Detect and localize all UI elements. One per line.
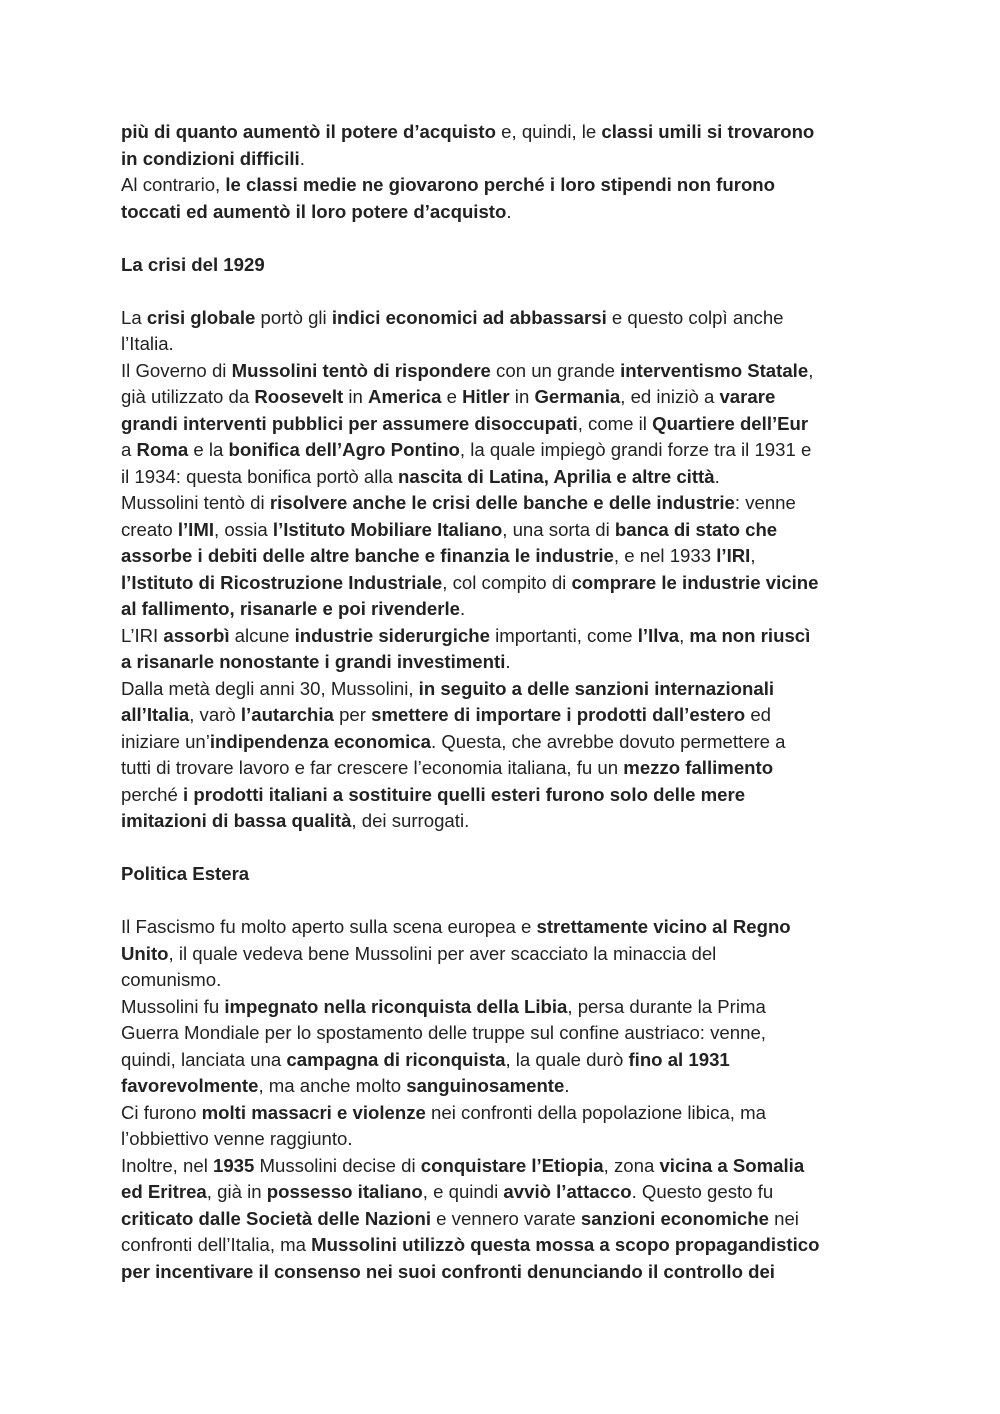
bold-text: Mussolini tentò di rispondere <box>231 359 491 381</box>
text-line <box>121 596 883 623</box>
bold-text: l’IMI <box>177 518 214 540</box>
text-line <box>121 384 883 411</box>
plain-text: in <box>509 386 535 407</box>
bold-text: Mussolini utilizzò questa mossa a scopo propagandistico <box>311 1234 820 1255</box>
bold-text: mezzo fallimento <box>623 757 774 778</box>
text-line <box>121 411 883 438</box>
blank-line <box>121 835 883 862</box>
bold-text: Roma <box>136 439 189 460</box>
bold-text: favorevolmente <box>121 1075 259 1096</box>
plain-text: confronti dell’Italia, ma <box>121 1234 312 1255</box>
plain-text: , la quale durò <box>505 1048 629 1070</box>
bold-text: l’Istituto Mobiliare Italiano <box>272 518 503 540</box>
bold-text: vicina a Somalia <box>659 1154 805 1176</box>
text-line <box>121 676 883 703</box>
plain-text: in <box>343 386 369 407</box>
text-line <box>121 1153 883 1180</box>
plain-text: , <box>808 359 814 381</box>
plain-text: con un grande <box>490 359 621 381</box>
plain-text: , col compito di <box>442 571 572 593</box>
bold-text: ma non riuscì <box>689 624 811 646</box>
bold-text: in condizioni difficili <box>121 147 300 169</box>
plain-text: , <box>679 624 690 646</box>
plain-text: per <box>333 704 372 725</box>
text-line <box>121 1100 883 1127</box>
bold-text: l’autarchia <box>240 704 334 725</box>
text-line <box>121 729 883 756</box>
plain-text: l’Italia. <box>121 333 174 354</box>
plain-text: tutti di trovare lavoro e far crescere l’economia italiana, fu un <box>121 757 624 778</box>
plain-text: Dalla metà degli anni 30, Mussolini, <box>121 677 419 699</box>
text-line <box>121 1179 883 1206</box>
text-line <box>121 358 883 385</box>
document-body <box>121 119 883 1285</box>
plain-text: nei <box>768 1207 799 1229</box>
bold-text: toccati ed aumentò il loro potere d’acquisto <box>121 200 507 222</box>
plain-text: . <box>459 598 466 619</box>
plain-text: e <box>441 386 463 407</box>
plain-text: . <box>505 651 511 672</box>
bold-text: molti massacri e violenze <box>201 1101 426 1123</box>
text-line <box>121 755 883 782</box>
plain-text: . Questa, che avrebbe dovuto permettere a <box>431 730 786 752</box>
plain-text: , già in <box>206 1181 267 1202</box>
plain-text: , ma anche molto <box>258 1075 407 1096</box>
plain-text: ed <box>745 704 772 725</box>
plain-text: Mussolini decise di <box>254 1154 421 1176</box>
text-line <box>121 1232 883 1259</box>
plain-text: , il quale vedeva bene Mussolini per aver scacciato la minaccia del <box>168 942 717 964</box>
plain-text: , una sorta di <box>502 518 615 540</box>
plain-text: e questo colpì anche <box>606 306 784 328</box>
text-line <box>121 331 883 358</box>
text-line <box>121 437 883 464</box>
bold-text: Quartiere dell’Eur <box>652 412 809 434</box>
plain-text: Mussolini fu <box>121 995 225 1017</box>
plain-text: alcune <box>229 624 295 646</box>
bold-text: sanzioni economiche <box>580 1207 769 1229</box>
text-line <box>121 543 883 570</box>
bold-text: al fallimento, risanarle e poi rivenderle <box>121 598 460 619</box>
plain-text: . <box>299 147 305 169</box>
bold-text: sanguinosamente <box>406 1075 565 1096</box>
plain-text: perché <box>121 783 184 805</box>
bold-text: comprare le industrie vicine <box>571 571 819 593</box>
plain-text: L’IRI <box>121 624 164 646</box>
text-line <box>121 782 883 809</box>
plain-text: , e quindi <box>422 1181 504 1202</box>
bold-text: a risanarle nonostante i grandi investimenti <box>121 651 506 672</box>
plain-text: Ci furono <box>121 1101 202 1123</box>
text-line <box>121 517 883 544</box>
bold-text: fino al 1931 <box>628 1048 730 1070</box>
plain-text: Inoltre, nel <box>121 1154 213 1176</box>
text-line <box>121 808 883 835</box>
bold-text: grandi interventi pubblici per assumere disoccupati <box>121 412 578 434</box>
plain-text: creato <box>121 518 178 540</box>
plain-text: e, quindi, le <box>495 121 602 142</box>
plain-text: , e nel 1933 <box>613 545 717 566</box>
bold-text: conquistare l’Etiopia <box>420 1154 604 1176</box>
text-line <box>121 172 883 199</box>
bold-text: l’IRI <box>716 545 751 566</box>
text-line <box>121 623 883 650</box>
bold-text: i prodotti italiani a sostituire quelli esteri furono solo delle mere <box>183 783 746 805</box>
bold-text: Hitler <box>462 386 510 407</box>
bold-text: nascita di Latina, Aprilia e altre città <box>398 465 715 487</box>
blank-line <box>121 888 883 915</box>
bold-text: industrie siderurgiche <box>294 624 490 646</box>
bold-text: possesso italiano <box>266 1181 423 1202</box>
bold-text: l’Istituto di Ricostruzione Industriale <box>121 571 443 593</box>
plain-text: , come il <box>577 412 653 434</box>
text-line <box>121 914 883 941</box>
bold-text: Politica Estera <box>121 863 250 884</box>
blank-line <box>121 278 883 305</box>
text-line <box>121 967 883 994</box>
bold-text: smettere di importare i prodotti dall’estero <box>371 704 746 725</box>
text-line <box>121 199 883 226</box>
bold-text: Germania <box>534 386 621 407</box>
bold-text: più di quanto aumentò il potere d’acquisto <box>121 121 496 142</box>
bold-text: indici economici ad abbassarsi <box>331 306 607 328</box>
text-line <box>121 119 883 146</box>
bold-text: La crisi del 1929 <box>121 253 265 275</box>
text-line <box>121 702 883 729</box>
bold-text: l’Ilva <box>637 624 680 646</box>
text-line <box>121 570 883 597</box>
plain-text: . <box>564 1075 570 1096</box>
bold-text: America <box>368 386 442 407</box>
blank-line <box>121 225 883 252</box>
bold-text: assorbì <box>163 624 230 646</box>
plain-text: . Questo gesto fu <box>631 1181 774 1202</box>
plain-text: , ed iniziò a <box>620 386 720 407</box>
plain-text: . <box>714 465 720 487</box>
plain-text: La <box>121 306 147 328</box>
bold-text: risolvere anche le crisi delle banche e delle industrie <box>269 492 735 513</box>
plain-text: a <box>121 439 137 460</box>
text-line <box>121 146 883 173</box>
plain-text: . <box>506 200 512 222</box>
plain-text: nei confronti della popolazione libica, ma <box>425 1101 766 1123</box>
bold-text: le classi medie ne giovarono perché i loro stipendi non furono <box>225 174 776 195</box>
section-heading <box>121 861 883 888</box>
text-line <box>121 994 883 1021</box>
bold-text: assorbe i debiti delle altre banche e finanzia le industrie <box>121 545 614 566</box>
plain-text: quindi, lanciata una <box>121 1048 287 1070</box>
bold-text: bonifica dell’Agro Pontino <box>228 439 460 460</box>
plain-text: Mussolini tentò di <box>121 492 270 513</box>
bold-text: 1935 <box>213 1154 255 1176</box>
text-line <box>121 1073 883 1100</box>
bold-text: criticato dalle Società delle Nazioni <box>121 1207 431 1229</box>
plain-text: , la quale impiegò grandi forze tra il 1931 e <box>459 439 812 460</box>
text-line <box>121 1206 883 1233</box>
plain-text: il 1934: questa bonifica portò alla <box>121 465 399 487</box>
bold-text: classi umili si trovarono <box>601 121 815 142</box>
bold-text: Unito <box>121 942 169 964</box>
bold-text: per incentivare il consenso nei suoi confronti denunciando il controllo dei <box>121 1260 775 1282</box>
text-line <box>121 490 883 517</box>
plain-text: e la <box>188 439 229 460</box>
plain-text: iniziare un’ <box>121 730 210 752</box>
text-line <box>121 1126 883 1153</box>
text-line <box>121 305 883 332</box>
text-line <box>121 464 883 491</box>
plain-text: Al contrario, <box>121 174 226 195</box>
bold-text: Roosevelt <box>254 386 344 407</box>
plain-text: , persa durante la Prima <box>567 995 766 1017</box>
text-line <box>121 649 883 676</box>
plain-text: : venne <box>734 492 796 513</box>
text-line <box>121 941 883 968</box>
text-line <box>121 1047 883 1074</box>
plain-text: , dei surrogati. <box>351 810 470 831</box>
plain-text: Il Governo di <box>121 359 232 381</box>
bold-text: banca di stato che <box>614 518 778 540</box>
section-heading <box>121 252 883 279</box>
plain-text: portò gli <box>255 306 332 328</box>
plain-text: importanti, come <box>489 624 638 646</box>
plain-text: , ossia <box>214 518 273 540</box>
bold-text: indipendenza economica <box>209 730 431 752</box>
bold-text: strettamente vicino al Regno <box>536 916 791 937</box>
bold-text: crisi globale <box>146 306 256 328</box>
bold-text: in seguito a delle sanzioni internazionali <box>418 677 775 699</box>
text-line <box>121 1020 883 1047</box>
plain-text: , <box>750 545 756 566</box>
bold-text: interventismo Statale <box>620 359 809 381</box>
bold-text: all’Italia <box>121 704 190 725</box>
bold-text: campagna di riconquista <box>286 1048 506 1070</box>
plain-text: già utilizzato da <box>121 386 255 407</box>
bold-text: ed Eritrea <box>121 1181 207 1202</box>
bold-text: varare <box>719 386 776 407</box>
text-line <box>121 1259 883 1286</box>
plain-text: e vennero varate <box>431 1207 581 1229</box>
plain-text: Guerra Mondiale per lo spostamento delle truppe sul confine austriaco: venne, <box>121 1022 766 1043</box>
bold-text: impegnato nella riconquista della Libia <box>224 995 568 1017</box>
plain-text: , zona <box>603 1154 660 1176</box>
plain-text: , varò <box>189 704 241 725</box>
bold-text: imitazioni di bassa qualità <box>121 810 352 831</box>
plain-text: comunismo. <box>121 969 222 990</box>
bold-text: avviò l’attacco <box>503 1181 632 1202</box>
plain-text: Il Fascismo fu molto aperto sulla scena europea e <box>121 916 537 937</box>
plain-text: l’obbiettivo venne raggiunto. <box>121 1128 353 1149</box>
